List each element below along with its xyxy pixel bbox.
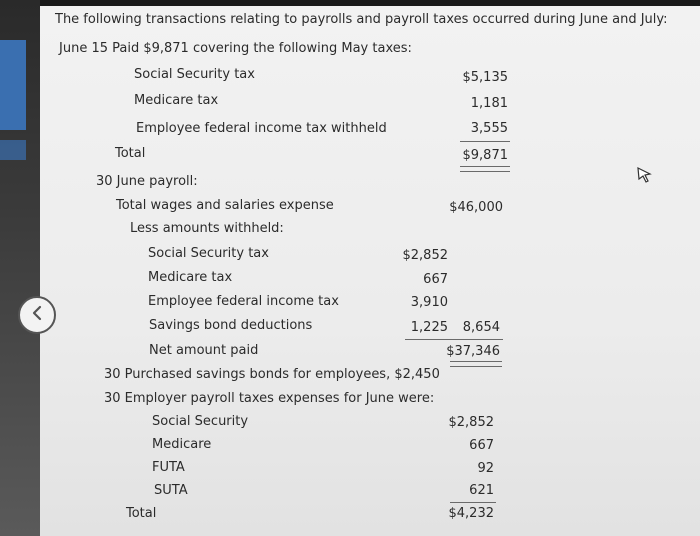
withheld-item-label: Savings bond deductions bbox=[149, 318, 313, 333]
withheld-item-amount: 1,225 bbox=[410, 320, 448, 335]
document-view bbox=[40, 6, 700, 536]
june15-item-amount: 3,555 bbox=[470, 121, 508, 136]
june15-title: June 15 Paid $9,871 covering the following May taxes: bbox=[59, 41, 412, 56]
withheld-item-amount: 667 bbox=[423, 272, 448, 287]
header-text: The following transactions relating to payrolls and payroll taxes occurred during June and July: bbox=[55, 12, 668, 27]
bonds-text: 30 Purchased savings bonds for employees, $2,450 bbox=[104, 367, 440, 382]
total-double-rule bbox=[450, 361, 502, 367]
side-strip-accent bbox=[0, 140, 26, 160]
employer-item-label: FUTA bbox=[152, 460, 185, 475]
employer-item-amount: 667 bbox=[469, 438, 494, 453]
june15-item-amount: 1,181 bbox=[470, 96, 508, 111]
employer-item-amount: 92 bbox=[477, 461, 494, 476]
withheld-item-label: Employee federal income tax bbox=[148, 294, 339, 309]
withheld-item-label: Social Security tax bbox=[148, 246, 269, 261]
employer-item-amount: 621 bbox=[469, 483, 494, 498]
side-bezel bbox=[0, 0, 40, 536]
less-withheld-label: Less amounts withheld: bbox=[130, 221, 284, 236]
employer-total-label: Total bbox=[126, 506, 157, 521]
payroll-title: 30 June payroll: bbox=[96, 174, 198, 189]
june15-total-amount: $9,871 bbox=[462, 148, 508, 163]
net-paid-label: Net amount paid bbox=[149, 343, 259, 358]
june15-item-label: Employee federal income tax withheld bbox=[136, 121, 387, 136]
employer-taxes-title: 30 Employer payroll taxes expenses for June were: bbox=[104, 391, 435, 406]
employer-item-amount: $2,852 bbox=[448, 415, 494, 430]
mouse-cursor-icon bbox=[636, 166, 652, 188]
net-paid-amount: $37,346 bbox=[446, 344, 500, 359]
back-button[interactable] bbox=[18, 296, 56, 334]
withheld-item-label: Medicare tax bbox=[148, 270, 233, 285]
june15-item-label: Medicare tax bbox=[134, 93, 219, 108]
subtotal-rule bbox=[405, 339, 503, 340]
employer-item-label: Medicare bbox=[152, 437, 212, 452]
wages-label: Total wages and salaries expense bbox=[116, 198, 334, 213]
withheld-item-amount: $2,852 bbox=[402, 248, 448, 263]
june15-total-label: Total bbox=[115, 146, 146, 161]
june15-item-label: Social Security tax bbox=[134, 67, 255, 82]
subtotal-rule bbox=[450, 502, 496, 503]
employer-item-label: SUTA bbox=[154, 483, 188, 498]
side-strip-accent bbox=[0, 40, 26, 130]
total-double-rule bbox=[460, 166, 510, 172]
employer-item-label: Social Security bbox=[152, 414, 249, 429]
withheld-total-amount: 8,654 bbox=[462, 320, 500, 335]
withheld-item-amount: 3,910 bbox=[410, 295, 448, 310]
june15-item-amount: $5,135 bbox=[462, 70, 508, 85]
wages-amount: $46,000 bbox=[449, 200, 503, 215]
subtotal-rule bbox=[460, 141, 510, 142]
employer-total-amount: $4,232 bbox=[448, 506, 494, 521]
chevron-left-icon bbox=[28, 304, 46, 326]
